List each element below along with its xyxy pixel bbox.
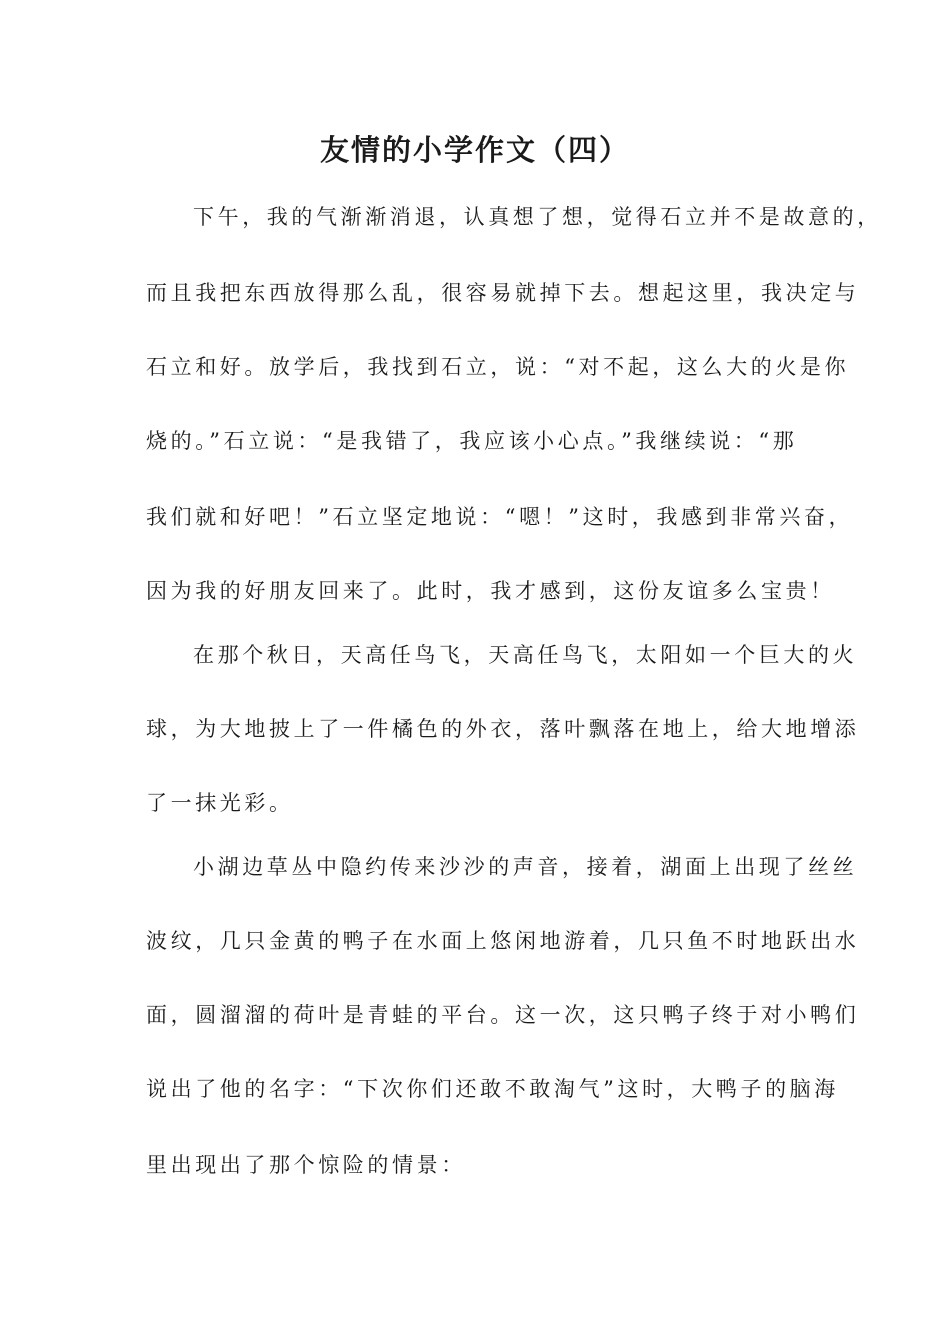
paragraph-2-line-1: 在那个秋日，天高任鸟飞，天高任鸟飞，太阳如一个巨大的火: [193, 643, 858, 667]
paragraph-2-line-2: 球，为大地披上了一件橘色的外衣，落叶飘落在地上，给大地增添: [146, 717, 860, 741]
paragraph-3-line-3: 面，圆溜溜的荷叶是青蛙的平台。这一次，这只鸭子终于对小鸭们: [146, 1003, 860, 1027]
paragraph-2-line-3: 了一抹光彩。: [146, 791, 294, 815]
paragraph-3-line-5: 里出现出了那个惊险的情景：: [146, 1153, 466, 1177]
paragraph-3-line-2: 波纹，几只金黄的鸭子在水面上悠闲地游着，几只鱼不时地跃出水: [146, 929, 860, 953]
paragraph-1-line-1: 下午，我的气渐渐消退，认真想了想，觉得石立并不是故意的，: [193, 205, 882, 229]
paragraph-1-line-6: 因为我的好朋友回来了。此时，我才感到，这份友谊多么宝贵！: [146, 579, 835, 603]
paragraph-3-line-1: 小湖边草丛中隐约传来沙沙的声音，接着，湖面上出现了丝丝: [193, 855, 858, 879]
paragraph-3-line-4: 说出了他的名字：“下次你们还敢不敢淘气”这时，大鸭子的脑海: [146, 1077, 839, 1101]
paragraph-1-line-2: 而且我把东西放得那么乱，很容易就掉下去。想起这里，我决定与: [146, 281, 860, 305]
paragraph-1-line-3: 石立和好。放学后，我找到石立，说：“对不起，这么大的火是你: [146, 355, 850, 379]
document-title: 友情的小学作文（四）: [319, 133, 630, 167]
paragraph-1-line-5: 我们就和好吧！”石立坚定地说：“嗯！”这时，我感到非常兴奋，: [146, 505, 854, 529]
paragraph-1-line-4: 烧的。”石立说：“是我错了，我应该小心点。”我继续说：“那: [146, 429, 798, 453]
